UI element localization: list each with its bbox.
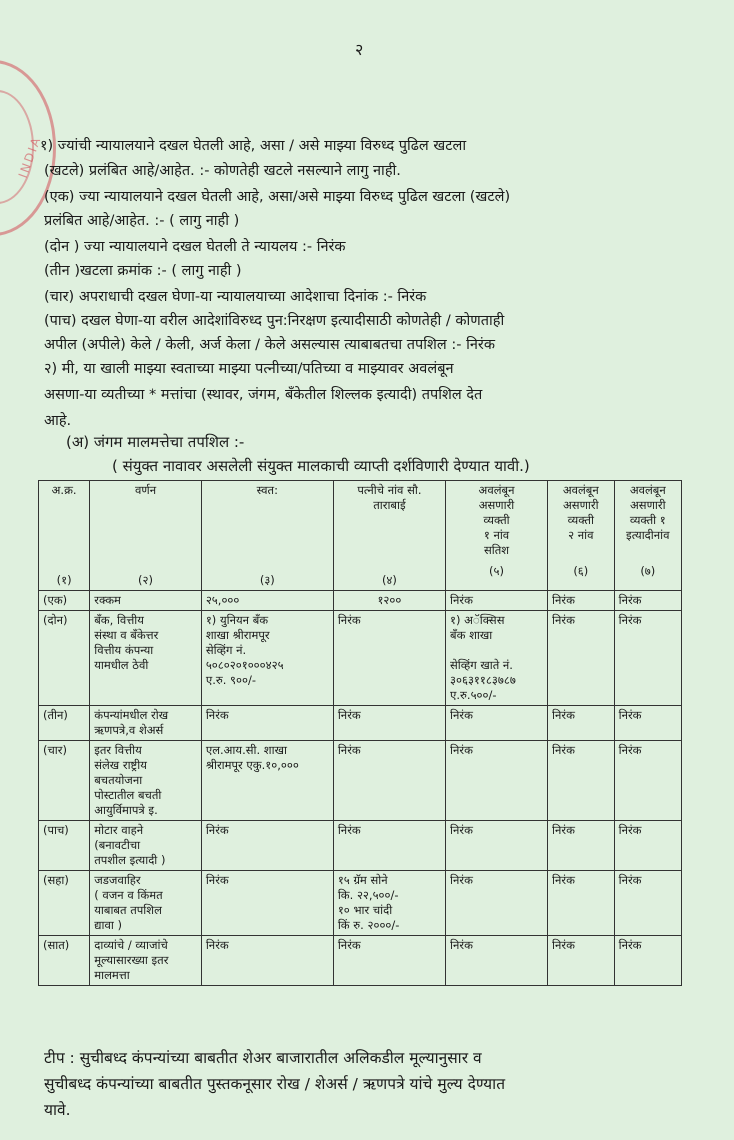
page-number: २ [355,40,364,59]
table-cell: (पाच) [39,821,90,871]
table-row [39,591,682,611]
table-cell: निरंक [446,936,548,986]
table-cell: निरंक [614,821,681,871]
table-row [39,706,682,741]
text-line: (पाच) दखल घेणा-या वरील आदेशांविरुध्द पुन:निरक्षण इत्यादीसाठी कोणतेही / कोणताही [44,313,505,329]
text-line: आहे. [44,413,72,429]
table-cell: निरंक [614,611,681,706]
table-cell: निरंक [548,821,615,871]
table-header-cell: अ.क्र. (१) [39,481,90,591]
table-cell: २५,००० [201,591,333,611]
table-cell: निरंक [446,591,548,611]
table-row [39,936,682,986]
table-cell: निरंक [446,821,548,871]
text-line: १) ज्यांची न्यायालयाने दखल घेतली आहे, असा / असे माझ्या विरुध्द पुढिल खटला [40,138,467,154]
table-cell: निरंक [333,821,445,871]
table-cell: इतर वित्तीय संलेख राष्ट्रीय बचतयोजना पोस्टातील बचती आयुर्विमापत्रे इ. [90,741,202,821]
table-row [39,611,682,706]
table-header-cell: अवलंबून असणारी व्यक्ती १ इत्यादीनांव (७) [614,481,681,591]
table-cell: निरंक [548,591,615,611]
table-cell: निरंक [201,936,333,986]
table-cell: १) युनियन बँक शाखा श्रीरामपूर सेव्हिंग नं. ५०८०२०१०००४२५ ए.रु. ९००/- [201,611,333,706]
table-cell: निरंक [446,706,548,741]
section-heading: (अ) जंगम मालमत्तेचा तपशिल :- [66,433,245,451]
section-subheading: ( संयुक्त नावावर असलेली संयुक्त मालकाची व्याप्ती दर्शविणारी देण्यात यावी.) [112,457,530,475]
table-header-cell: अवलंबून असणारी व्यक्ती २ नांव (६) [548,481,615,591]
text-line: (चार) अपराधाची दखल घेणा-या न्यायालयाच्या आदेशाचा दिनांक :- निरंक [44,289,427,305]
table-cell: (चार) [39,741,90,821]
table-cell: बँक, वित्तीय संस्था व बँकेत्तर वित्तीय कंपन्या यामधील ठेवी [90,611,202,706]
table-row [39,821,682,871]
table-cell: निरंक [548,741,615,821]
table-cell: कंपन्यांमधील रोख ऋणपत्रे,व शेअर्स [90,706,202,741]
seal-text: INDIA [15,134,44,180]
table-cell: निरंक [614,871,681,936]
table-cell: १) अॅक्सिस बँक शाखा सेव्हिंग खाते नं. ३०६३११८३७८७ ए.रु.५००/- [446,611,548,706]
table-cell: निरंक [446,741,548,821]
table-cell: निरंक [201,871,333,936]
table-cell: निरंक [333,936,445,986]
table-cell: (सात) [39,936,90,986]
table-cell: दाव्यांचे / व्याजांचे मूल्यासारख्या इतर मालमत्ता [90,936,202,986]
table-cell: निरंक [548,936,615,986]
table-cell: निरंक [614,741,681,821]
table-cell: (दोन) [39,611,90,706]
table-cell: निरंक [614,706,681,741]
table-cell: जडजवाहिर ( वजन व किंमत याबाबत तपशिल द्यावा ) [90,871,202,936]
table-cell: निरंक [614,591,681,611]
table-cell: निरंक [548,871,615,936]
table-cell: निरंक [333,741,445,821]
table-row [39,741,682,821]
table-header-cell: पत्नीचे नांव सौ. ताराबाई (४) [333,481,445,591]
table-cell: निरंक [333,706,445,741]
table-row [39,871,682,936]
text-line: २) मी, या खाली माझ्या स्वताच्या माझ्या पत्नीच्या/पतिच्या व माझ्यावर अवलंबून [44,361,454,377]
table-cell: निरंक [201,706,333,741]
table-cell: (एक) [39,591,90,611]
text-line: प्रलंबित आहे/आहेत. :- ( लागु नाही ) [44,213,240,229]
table-header-row [39,481,682,591]
text-line: (खटले) प्रलंबित आहे/आहेत. :- कोणतेही खटले नसल्याने लागु नाही. [44,163,401,179]
table-cell: निरंक [201,821,333,871]
text-line: (तीन )खटला क्रमांक :- ( लागु नाही ) [44,263,242,279]
text-line: (दोन ) ज्या न्यायालयाने दखल घेतली ते न्यायलय :- निरंक [44,239,346,255]
table-header-cell: स्वत: (३) [201,481,333,591]
text-line: अपील (अपीले) केले / केली, अर्ज केला / केले असल्यास त्याबाबतचा तपशिल :- निरंक [44,337,495,353]
table-cell: निरंक [548,611,615,706]
table-cell: एल.आय.सी. शाखा श्रीरामपूर एकु.१०,००० [201,741,333,821]
table-cell: (सहा) [39,871,90,936]
table-cell: रक्कम [90,591,202,611]
table-cell: (तीन) [39,706,90,741]
footnote-line: यावे. [44,1101,71,1119]
table-header-cell: अवलंबून असणारी व्यक्ती १ नांव सतिश (५) [446,481,548,591]
table-cell: निरंक [548,706,615,741]
table-cell: निरंक [614,936,681,986]
table-cell: निरंक [333,611,445,706]
footnote-line: सुचीबध्द कंपन्यांच्या बाबतीत पुस्तकनूसार रोख / शेअर्स / ऋणपत्रे यांचे मुल्य देण्यात [44,1075,506,1093]
table-cell: १२०० [333,591,445,611]
text-line: असणा-या व्यतीच्या * मत्तांचा (स्थावर, जंगम, बँकेतील शिल्लक इत्यादी) तपशिल देत [44,387,483,403]
movable-assets-table [38,480,682,986]
footnote-line: टीप : सुचीबध्द कंपन्यांच्या बाबतीत शेअर बाजारातील अलिकडील मूल्यानुसार व [44,1049,482,1067]
table-cell: १५ ग्रॅम सोने कि. २२,५००/- १० भार चांदी किं रु. २०००/- [333,871,445,936]
table-cell: निरंक [446,871,548,936]
text-line: (एक) ज्या न्यायालयाने दखल घेतली आहे, असा/असे माझ्या विरुध्द पुढिल खटला (खटले) [44,189,511,205]
table-cell: मोटार वाहने (बनावटीचा तपशील इत्यादी ) [90,821,202,871]
table-header-cell: वर्णन (२) [90,481,202,591]
